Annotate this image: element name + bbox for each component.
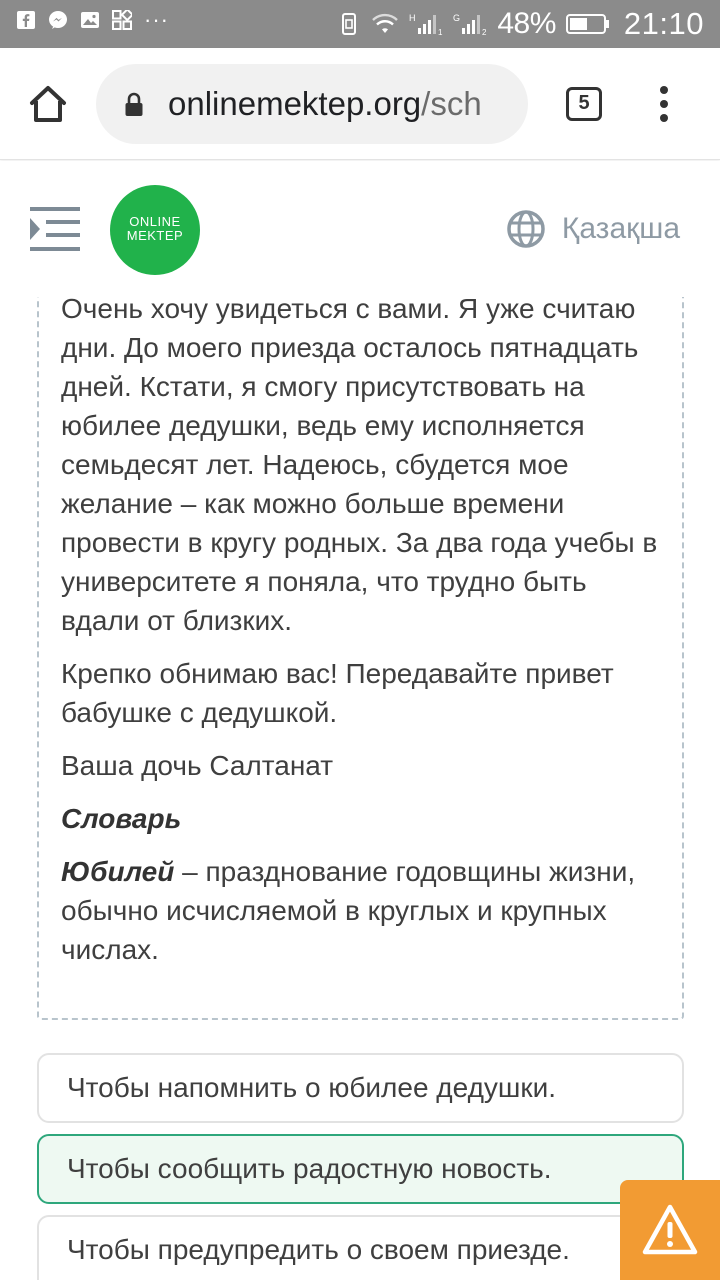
- more-menu-icon[interactable]: [652, 84, 676, 124]
- notification-icons: [16, 7, 169, 32]
- apps-icon: [112, 10, 132, 30]
- dictionary-entry: [61, 852, 661, 969]
- language-selector[interactable]: [506, 209, 680, 249]
- address-bar[interactable]: [96, 64, 528, 144]
- dictionary-definition: – празднование годовщины жизни, обычно исчисляемой в круглых и крупных числах.: [61, 856, 636, 965]
- signal-sim1-icon: [409, 12, 443, 36]
- messenger-icon: [48, 10, 68, 30]
- facebook-icon: [16, 10, 36, 30]
- reading-text-box: [37, 297, 684, 1020]
- logo-line2: MEKTEP: [126, 228, 184, 243]
- url-text[interactable]: [168, 84, 482, 124]
- lock-icon: [124, 92, 144, 118]
- battery-icon: [566, 12, 610, 36]
- logo-line1: ONLINE: [129, 214, 181, 229]
- gallery-icon: [80, 10, 100, 30]
- battery-percent: 48%: [497, 7, 556, 40]
- url-domain: onlinemektep.org: [168, 85, 422, 122]
- url-path: /sch: [421, 85, 482, 122]
- svg-text:H: H: [409, 13, 416, 23]
- language-label: Қазақша: [561, 212, 680, 245]
- status-bar: [0, 0, 720, 48]
- svg-text:2: 2: [482, 28, 487, 36]
- home-icon[interactable]: [26, 82, 70, 126]
- browser-toolbar: [0, 48, 720, 160]
- warning-icon: [642, 1202, 698, 1258]
- signal-sim2-icon: [453, 12, 487, 36]
- report-problem-button[interactable]: [620, 1180, 720, 1280]
- letter-paragraph: Очень хочу увидеться с вами. Я уже считаю дни. До моего приезда осталось пятнадцать дней. Кстати, я смогу присутствовать на юбилее дедушки, ведь ему исполняется семьдесят лет. Надеюсь, сбудется мое желание – как можно больше времени провести в кругу родных. За два года учебы в университете я поняла, что трудно быть вдали от близких.: [61, 297, 658, 636]
- answer-option-1[interactable]: Чтобы напомнить о юбилее дедушки.: [37, 1053, 684, 1123]
- tabs-button[interactable]: 5: [566, 87, 602, 121]
- answer-option-2-selected[interactable]: Чтобы сообщить радостную новость.: [37, 1134, 684, 1204]
- dictionary-term: Юбилей: [61, 856, 175, 887]
- system-indicators: [337, 8, 704, 40]
- letter-signature: Ваша дочь Салтанат: [61, 750, 334, 781]
- letter-closing: Крепко обнимаю вас! Передавайте привет бабушке с дедушкой.: [61, 658, 614, 728]
- lesson-content: [0, 297, 720, 1280]
- wifi-icon: [371, 12, 399, 36]
- onlinemektep-logo[interactable]: [110, 185, 200, 275]
- dictionary-title: Словарь: [61, 803, 182, 834]
- globe-icon: [506, 209, 546, 249]
- answer-option-3[interactable]: Чтобы предупредить о своем приезде.: [37, 1215, 684, 1280]
- sidebar-toggle-icon[interactable]: [30, 205, 82, 253]
- more-notifications: ···: [144, 7, 169, 32]
- vibrate-icon: [337, 12, 361, 36]
- svg-text:G: G: [453, 13, 461, 23]
- site-header: [0, 161, 720, 297]
- clock: 21:10: [623, 6, 704, 41]
- svg-text:1: 1: [438, 28, 443, 36]
